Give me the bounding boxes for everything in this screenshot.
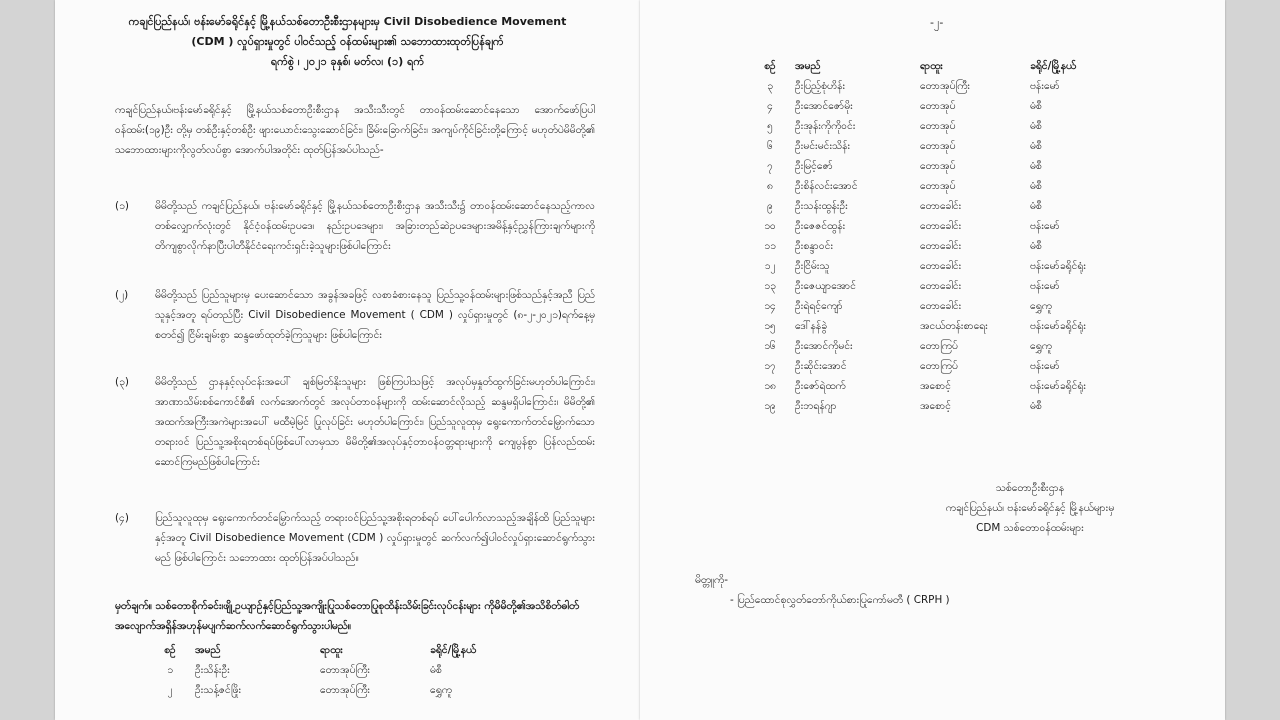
cell-name: ဦးပြည့်စုံဟိန်း [795,80,846,92]
cell-rank: တောကြပ် [920,340,958,352]
cell-place: ဗန်းမော် [1030,80,1060,92]
cell-place: ဗန်းမော်ခရိုင်ရုံး [1030,380,1086,392]
cell-no: ၁၇ [764,360,776,372]
cell-rank: တောအုပ် [920,100,956,112]
statement-item-number: (၂) [115,289,129,301]
cell-place: မံစီ [1030,160,1042,172]
cell-place: မံစီ [1030,400,1042,412]
cell-place: မံစီ [1030,140,1042,152]
page-2 [640,0,1225,720]
cell-name: ဦးဆိုင်းအောင် [795,360,847,372]
table-row [750,76,1150,96]
cell-place: ဗန်းမော်ခရိုင်ရုံး [1030,260,1086,272]
table-row [750,296,1150,316]
cell-rank: တောအုပ်ကြီး [320,664,371,676]
cell-name: ဒေါ်နန်ခွဲ [795,320,827,332]
cell-place: မံစီ [1030,100,1042,112]
cell-no: ၁၆ [764,340,776,352]
staff-table-right [750,56,1150,416]
cell-no: ၃ [767,80,773,92]
staff-table-left [150,640,550,700]
statement-item-3 [115,372,595,502]
cell-place: ဗန်းမော် [1030,360,1060,372]
cell-no: ၁၀ [764,220,776,232]
cell-name: ဦးသိန်းဦး [195,664,230,676]
statement-item-number: (၄) [115,512,129,524]
cell-place: မံစီ [430,664,442,676]
cell-name: ဦးစန္ဒာဝင်း [795,240,834,252]
cell-rank: တောခေါင်း [920,220,962,232]
statement-item-number: (၃) [115,376,129,388]
cell-name: ဦးဇေယျာအောင် [795,280,857,292]
cell-place: ရွှေကူ [1030,340,1052,352]
cell-name: ဦးသန်းထွန်းဦး [795,200,848,212]
cell-rank: တောအုပ် [920,140,956,152]
page-number: -၂- [930,16,944,29]
statement-item-text: မိမိတို့သည် ဌာနနှင့်လုပ်ငန်းအပေါ် ချစ်မြတ်နိုးသူများ ဖြစ်ကြပါသဖြင့် အလုပ်မှနှုတ်ထွက်ခြင်းမဟုတ်ပါကြောင်း၊ အာဏာသိမ်းစစ်ကောင်စီ၏ လက်အောက်တွင် အလုပ်တာဝန်များကို ထမ်းဆောင်လိုသည့် ဆန္ဒမရှိပါကြောင်း၊ မိမိတို့၏ အထက်အကြီးအကဲများအပေါ် မထီမဲ့မြင် ပြုလုပ်ခြင်း မဟုတ်ပါကြောင်း၊ ပြည်သူလူထုမှ ရွေးကောက်တင်မြှောက်သော တရားဝင် ပြည်သူ့အစိုးရတစ်ရပ်ဖြစ်ပေါ်လာမှသာ မိမိတို့၏အလုပ်နှင့်တာဝန်ဝတ္တရားများကို ကျေပွန်စွာ ပြန်လည်ထမ်းဆောင်ကြမည်ဖြစ်ပါကြောင်း [155,376,595,468]
table-row [750,136,1150,156]
cell-no: ၁၉ [764,400,776,412]
cell-place: ဗန်းမော်ခရိုင်ရုံး [1030,320,1086,332]
cell-name: ဦးမြင့်ဇော် [795,160,833,172]
table-row [750,256,1150,276]
table-row [750,396,1150,416]
cell-name: ဦးဇေဇင်ထွန်း [795,220,846,232]
statement-item-text: မိမိတို့သည် ကချင်ပြည်နယ်၊ ဗန်းမော်ခရိုင်နှင့် မြို့နယ်သစ်တောဦးစီးဌာန အသီးသီး၌ တာဝန်ထမ်းဆောင်နေသည့်ကာလတစ်လျှောက်လုံးတွင် နိုင်ငံ့ဝန်ထမ်းဥပဒေ၊ နည်းဥပဒေများ၊ အခြားတည်ဆဲဥပဒေများအမိန့်နှင့်ညွှန်ကြားချက်များကိုတိကျစွာလိုက်နာပြီးပါတီနိုင်ငံရေးကင်းရှင်းခဲ့သူများဖြစ်ပါကြောင်း [155,200,595,252]
table-row [150,660,550,680]
cell-rank: အစောင့် [920,380,952,392]
remark-note: မှတ်ချက်။ သစ်တောစိုက်ခင်း၊ဖျို့ဥယျာဉ်နှင့်ပြည်သူ့အကျိုးပြုသစ်တောပြုစုထိန်းသိမ်းခြင်းလုပ်ငန်းများ ကိုမိမိတို့၏အသိစိတ်ဓါတ်အလျောက်အရှိန်အဟုန်မပျက်ဆက်လက်ဆောင်ရွက်သွားပါမည်။ [115,600,580,632]
statement-item-2 [115,285,595,365]
table-row [750,236,1150,256]
cell-name: ဦးရဲရင့်ကျော် [795,300,843,312]
cell-no: ၁၈ [764,380,776,392]
table-row [750,176,1150,196]
cell-place: ရွှေကူ [430,684,452,696]
cell-place: မံစီ [1030,120,1042,132]
table-row [750,116,1150,136]
signature-line-3: CDM သစ်တောဝန်ထမ်းများ [976,522,1084,534]
table-row [750,156,1150,176]
table-row [750,276,1150,296]
cell-rank: တောခေါင်း [920,280,962,292]
col-header-rank: ရာထူး [920,60,943,72]
col-header-place: ခရိုင်/မြို့နယ် [1030,60,1077,72]
table-row [750,316,1150,336]
cell-name: ဦးငြိမ်းသူ [795,260,830,272]
statement-item-text: မိမိတို့သည် ပြည်သူများမှ ပေးဆောင်သော အခွန်အခဖြင့် လစာခံစားနေသူ ပြည်သူ့ဝန်ထမ်းများဖြစ်သည်နှင့်အညီ ပြည်သူနှင့်အတူ ရပ်တည်ပြီး Civil Disobedience Movement ( CDM ) လှုပ်ရှားမှုတွင် (၈-၂-၂၀၂၁)ရက်နေ့မှ စတင်၍ ငြိမ်းချမ်းစွာ ဆန္ဒဖော်ထုတ်ခဲ့ကြသူများ ဖြစ်ပါကြောင်း [155,289,595,341]
signature-line-1: သစ်တောဦးစီးဌာန [995,482,1065,494]
cell-name: ဦးမင်းမင်းသိန်း [795,140,851,152]
header-line-2: (CDM ) လှုပ်ရှားမှုတွင် ပါဝင်သည့် ဝန်ထမ်းများ၏ သဘောထားထုတ်ပြန်ချက် [191,35,504,48]
cell-place: မံစီ [1030,200,1042,212]
cell-place: မံစီ [1030,240,1042,252]
table-row [150,680,550,700]
cell-rank: အစောင့် [920,400,952,412]
cc-label: မိတ္တူကို- [695,574,728,586]
cell-name: ဦးအောင်ကိုမင်း [795,340,853,352]
col-header-place: ခရိုင်/မြို့နယ် [430,644,477,656]
cell-no: ၁၁ [764,240,776,252]
table-row [750,336,1150,356]
cell-no: ၁ [167,664,173,676]
cc-item: - ပြည်ထောင်စုလွှတ်တော်ကိုယ်စားပြုကော်မတီ ( CRPH ) [730,594,950,606]
col-header-name: အမည် [195,644,221,656]
table-body [750,76,1150,416]
cell-no: ၁၃ [764,280,776,292]
cell-no: ၁၅ [764,320,776,332]
cell-place: ရွှေကူ [1030,300,1052,312]
cell-rank: တောအုပ် [920,120,956,132]
cell-rank: တောခေါင်း [920,300,962,312]
cell-rank: တောကြပ် [920,360,958,372]
header-line-1: ကချင်ပြည်နယ်၊ ဗန်းမော်ခရိုင်နှင့် မြို့နယ်သစ်တောဦးစီးဌာနများမှ Civil Disobedience Movement [128,15,567,28]
cell-rank: တောခေါင်း [920,260,962,272]
cell-name: ဦးဇော်ရဲထက် [795,380,846,392]
table-row [750,376,1150,396]
cell-no: ၈ [767,180,773,192]
cell-rank: တောအုပ်ကြီး [320,684,371,696]
cell-no: ၂ [167,684,173,696]
cell-name: ဦးအုန်းကိုကိုဝင်း [795,120,856,132]
cell-no: ၅ [767,120,773,132]
cell-rank: တောခေါင်း [920,200,962,212]
cc-block [695,570,950,610]
cell-no: ၄ [767,100,773,112]
cell-name: ဦးဘရန်ဂျာ [795,400,837,412]
cell-name: ဦးသန့်ဇင်ဖြိုး [195,684,242,696]
statement-item-text: ပြည်သူလူထုမှ ရွေးကောက်တင်မြှောက်သည့် တရားဝင်ပြည်သူ့အစိုးရတစ်ရပ် ပေါ်ပေါက်လာသည့်အချိန်ထိ ပြည်သူများနှင့်အတူ Civil Disobedience Movement (CDM ) လှုပ်ရှားမှုတွင် ဆက်လက်၍ပါဝင်လှုပ်ရှားဆောင်ရွက်သွားမည် ဖြစ်ပါကြောင်း သဘောထား ထုတ်ပြန်အပ်ပါသည်။ [155,512,595,564]
cell-place: ဗန်းမော် [1030,220,1060,232]
table-row [750,196,1150,216]
cell-rank: အငယ်တန်းစာရေး [920,320,988,332]
cell-rank: တောအုပ် [920,180,956,192]
cell-place: ဗန်းမော် [1030,280,1060,292]
statement-item-1 [115,196,595,276]
cell-place: မံစီ [1030,180,1042,192]
table-row [750,356,1150,376]
cell-name: ဦးအောင်ဇော်မိုး [795,100,853,112]
table-header-row [750,56,1150,76]
cell-no: ၆ [767,140,773,152]
cell-no: ၁၄ [764,300,776,312]
header-line-3: ရက်စွဲ ၊ ၂၀၂၁ ခုနှစ်၊ မတ်လ၊ (၁) ရက် [270,55,425,68]
col-header-name: အမည် [795,60,821,72]
table-header-row [150,640,550,660]
document-header [55,12,640,72]
table-row [750,96,1150,116]
col-header-rank: ရာထူး [320,644,343,656]
statement-item-4 [115,508,595,588]
col-header-no: စဉ် [164,644,176,656]
page-1 [55,0,640,720]
signature-line-2: ကချင်ပြည်နယ်၊ ဗန်းမော်ခရိုင်နှင့် မြို့နယ်များမှ [945,502,1115,514]
statement-item-number: (၁) [115,200,129,212]
cell-rank: တောအုပ် [920,160,956,172]
cell-rank: တောခေါင်း [920,240,962,252]
cell-rank: တောအုပ်ကြီး [920,80,971,92]
cell-no: ၉ [767,200,773,212]
intro-paragraph: ကချင်ပြည်နယ်၊ဗန်းမော်ခရိုင်နှင့် မြို့နယ်သစ်တောဦးစီးဌာန အသီးသီးတွင် တာဝန်ထမ်းဆောင်နေသော အောက်ဖော်ပြပါ ဝန်ထမ်း(၁၉)ဦး တို့မှ တစ်ဦးနှင့်တစ်ဦး ဖျားယောင်းသွေးဆောင်ခြင်း၊ ခြိမ်းခြောက်ခြင်း၊ အကျပ်ကိုင်ခြင်းတို့ကြောင့် မဟုတ်ပဲမိမိတို့၏ သဘောထားများကိုလွတ်လပ်စွာ အောက်ပါအတိုင်း ထုတ်ပြန်အပ်ပါသည်- [115,104,595,156]
signature-block [880,478,1180,538]
cell-name: ဦးစိန်လင်းအောင် [795,180,858,192]
cell-no: ၁၂ [764,260,776,272]
cell-no: ၇ [767,160,773,172]
col-header-no: စဉ် [764,60,776,72]
table-row [750,216,1150,236]
